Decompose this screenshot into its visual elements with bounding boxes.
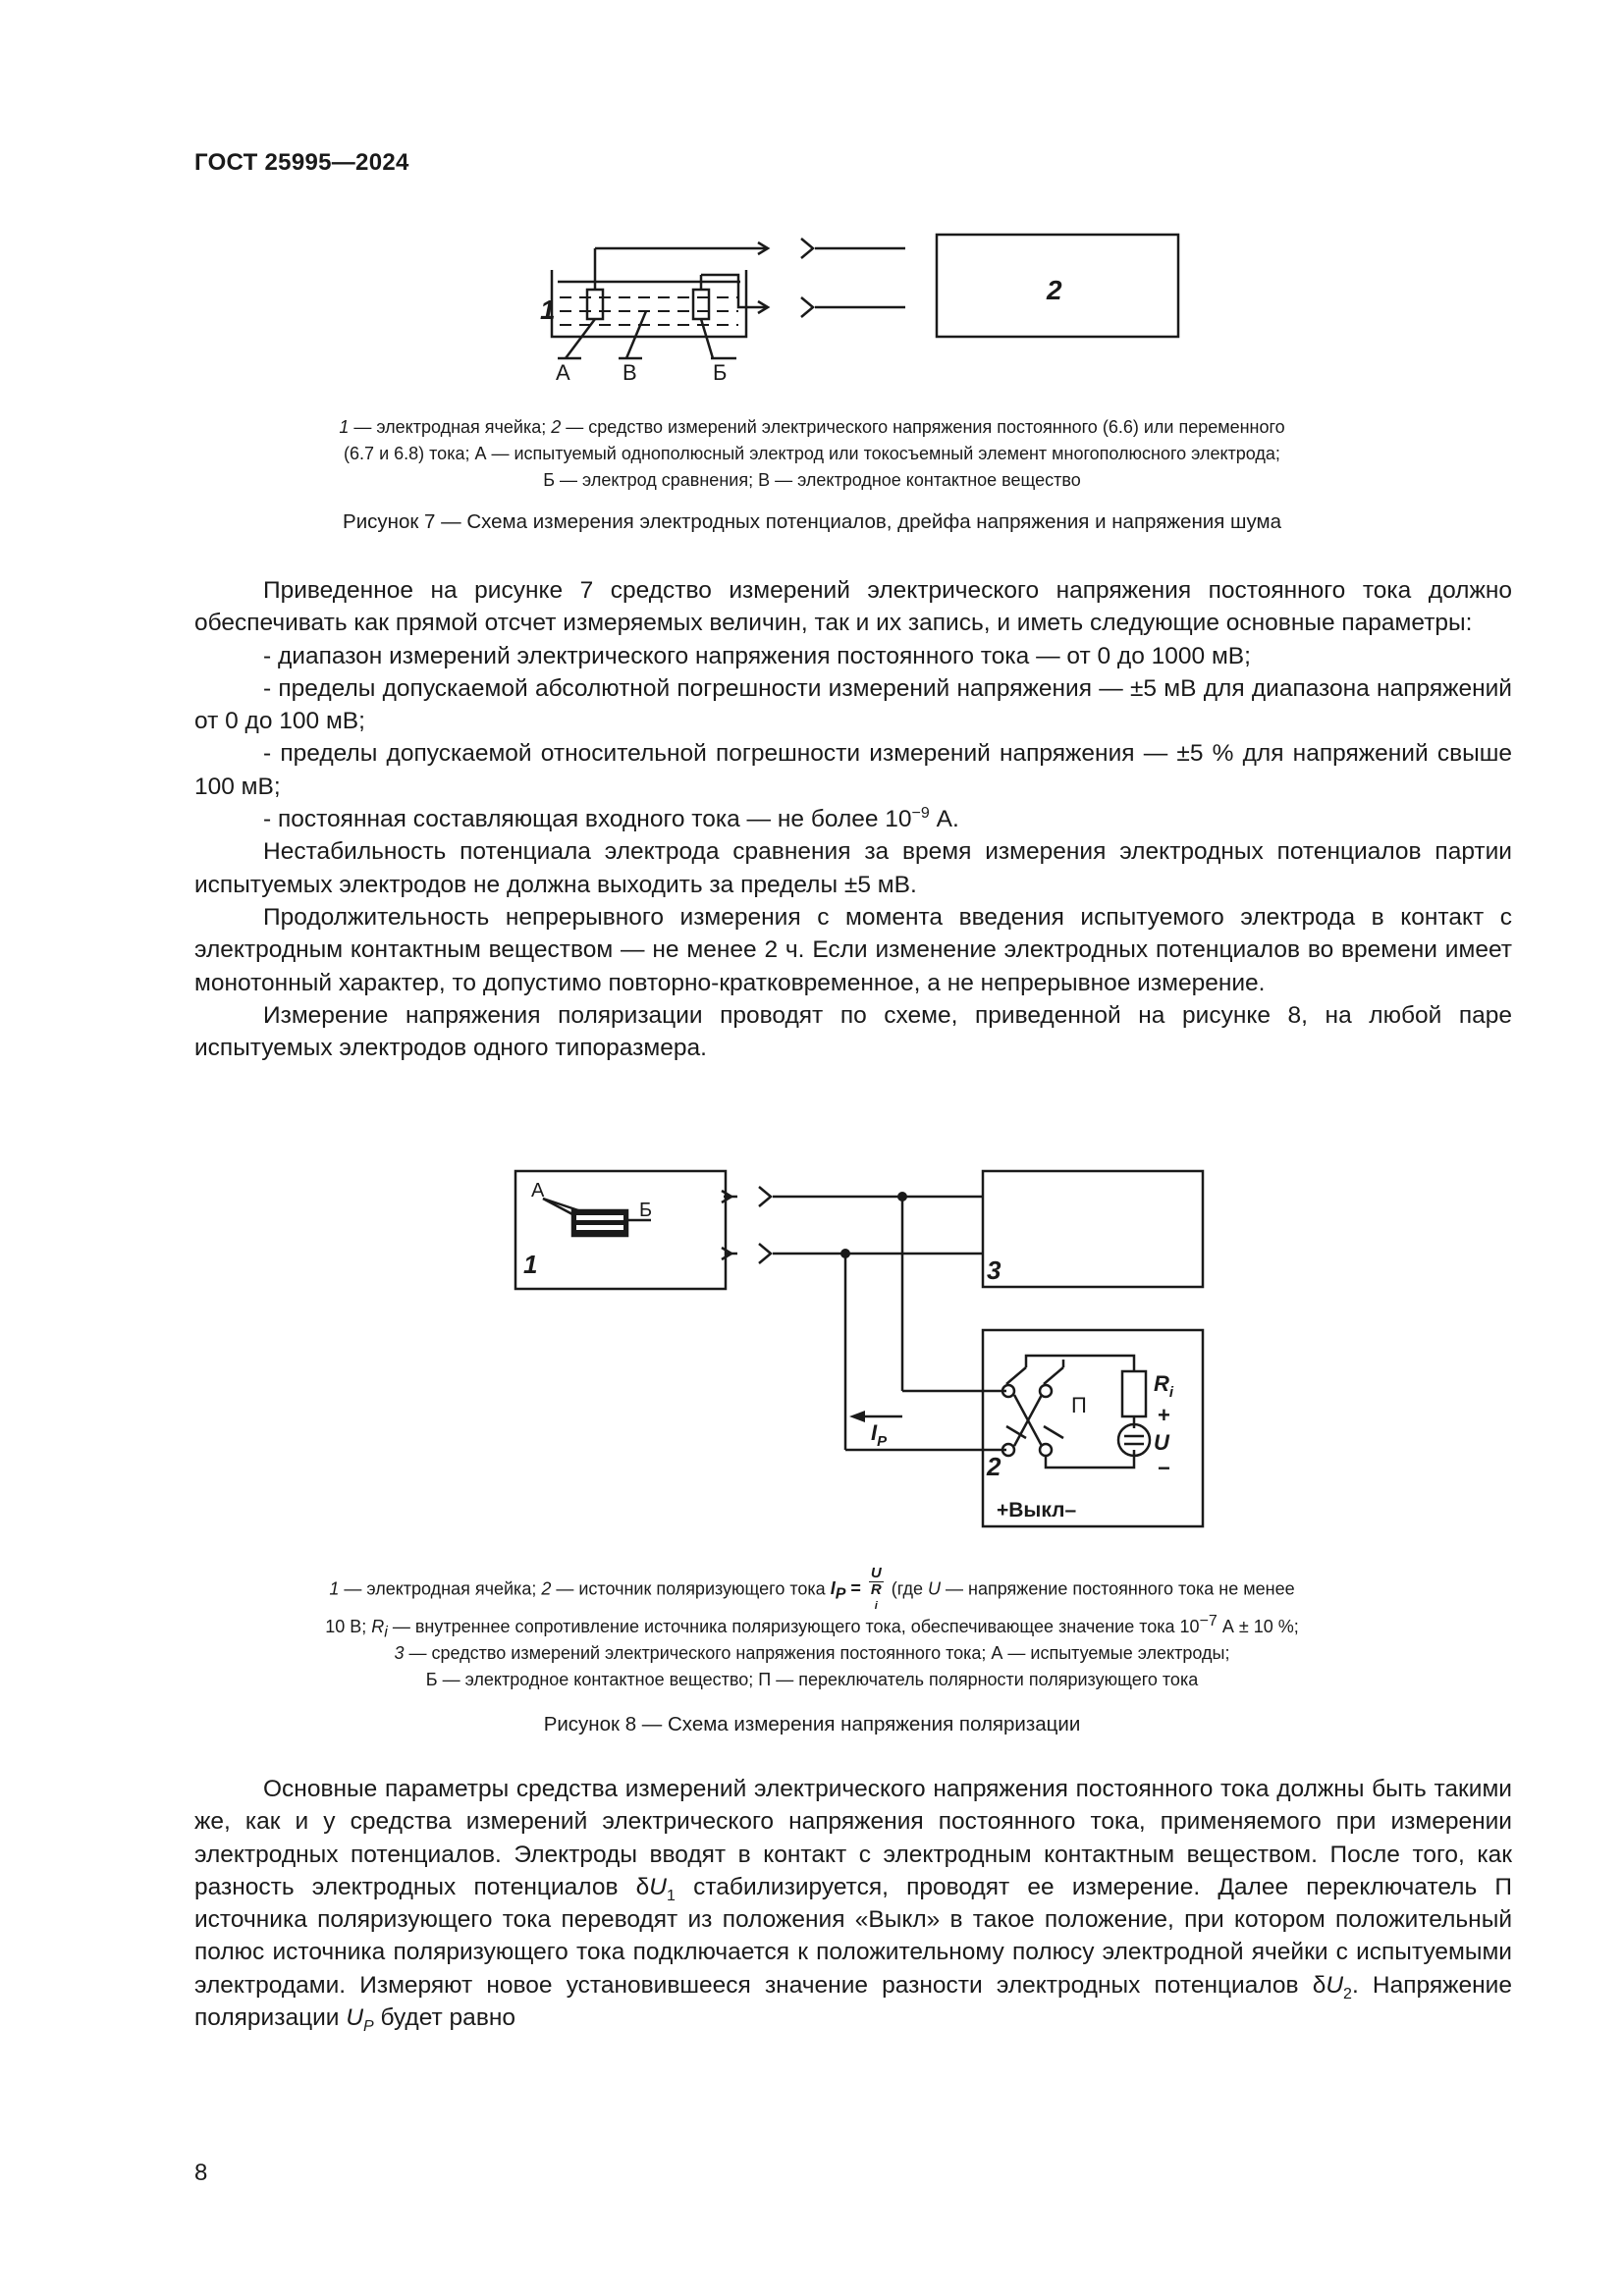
list-item: - пределы допускаемой абсолютной погрешности измерений напряжения — ±5 мВ для диапазона напряжений от 0 до 100 мВ; [194, 674, 1512, 735]
paragraph: Продолжительность непрерывного измерения с момента введения испытуемого электрода в контакт с электродным контактным веществом — не менее 2 ч. Если изменение электродных потенциалов во времени имеет монотонный характер, то допустимо повторно-кратковременное, а не непрерывное измерение. [194, 903, 1512, 996]
paragraph: Измерение напряжения поляризации проводят по схеме, приведенной на рисунке 8, на любой паре испытуемых электродов одного типоразмера. [194, 1001, 1512, 1062]
list-item: - пределы допускаемой относительной погрешности измерений напряжения — ±5 % для напряжений свыше 100 мВ; [194, 740, 1512, 800]
label-v: В [623, 360, 637, 385]
figure-7-caption: Рисунок 7 — Схема измерения электродных потенциалов, дрейфа напряжения и напряжения шума [343, 510, 1281, 533]
label-ri: $R_i$ [1154, 1371, 1174, 1401]
list-item: - диапазон измерений электрического напряжения постоянного тока — от 0 до 1000 мВ; [263, 642, 1251, 669]
figure-8-diagram [506, 1163, 1213, 1541]
label-cell-1: 1 [523, 1250, 538, 1279]
page-header: ГОСТ 25995—2024 [194, 149, 409, 176]
figure-7-diagram [530, 221, 1218, 388]
label-switch-off: +Выкл– [997, 1499, 1077, 1522]
label-meter-3: 3 [987, 1255, 1001, 1285]
label-switch-p: П [1071, 1393, 1087, 1417]
label-b: Б [713, 360, 728, 385]
label-meter-2: 2 [1047, 275, 1062, 305]
figure-8-legend: 1 — электродная ячейка; 2 — источник поляризующего тока IP = U R i (где U — напряжение постоянного тока не менее 10 В; Ri — внутреннее сопротивление источника поляризующего тока, обеспечивающее значение тока 10−7 А ± 10 %; 3 — средство измерений электрического напряжения постоянного тока; А — испытуемые электроды; Б — электродное контактное вещество; П — переключатель полярности поляризующего тока [325, 1565, 1299, 1689]
label-cell-1: 1 [540, 294, 556, 325]
paragraph: Нестабильность потенциала электрода сравнения за время измерения электродных потенциалов партии испытуемых электродов не должна выходить за пределы ±5 мВ. [194, 838, 1512, 898]
figure-7-legend: 1 — электродная ячейка; 2 — средство измерений электрического напряжения постоянного (6.6) или переменного (6.7 и 6.8) тока; А — испытуемый однополюсный электрод или токосъемный элемент многополюсного электрода; Б — электрод сравнения; В — электродное контактное вещество [339, 417, 1285, 490]
list-item: - постоянная составляющая входного тока — не более $10^{-9}$ А. [263, 804, 959, 833]
formula-fraction: U R i [870, 1565, 882, 1612]
label-ip: $I_P$ [871, 1420, 888, 1450]
label-a: А [556, 360, 570, 385]
label-minus: − [1158, 1456, 1170, 1480]
body-text-1 [194, 574, 1512, 1064]
figure-8-caption: Рисунок 8 — Схема измерения напряжения поляризации [543, 1713, 1081, 1735]
label-u: U [1154, 1430, 1169, 1455]
paragraph: Приведенное на рисунке 7 средство измерений электрического напряжения постоянного тока должно обеспечивать как прямой отсчет измеряемых величин, так и их запись, и иметь следующие основные параметры: [194, 577, 1512, 637]
label-a: А [531, 1180, 545, 1201]
label-b: Б [639, 1200, 653, 1221]
page-number: 8 [194, 2160, 208, 2186]
label-source-2: 2 [987, 1452, 1001, 1481]
body-text-2 [194, 1773, 1512, 2034]
paragraph: Основные параметры средства измерений электрического напряжения постоянного тока должны быть такими же, как и у средства измерений электрического напряжения постоянного тока, применяемого при измерении электродных потенциалов. Электроды вводят в контакт с электродным контактным веществом. После того, как разность электродных потенциалов $\delta U_1$ стабилизируется, проводят ее измерение. Далее переключатель П источника поляризующего тока переводят из положения «Выкл» в такое положение, при котором положительный полюс источника поляризующего тока подключается к положительному полюсу электродной ячейки с испытуемыми электродами. Измеряют новое установившееся значение разности электродных потенциалов $\delta U_2$. Напряжение поляризации $U_P$ будет равно [194, 1776, 1513, 2035]
label-plus: + [1158, 1403, 1170, 1427]
